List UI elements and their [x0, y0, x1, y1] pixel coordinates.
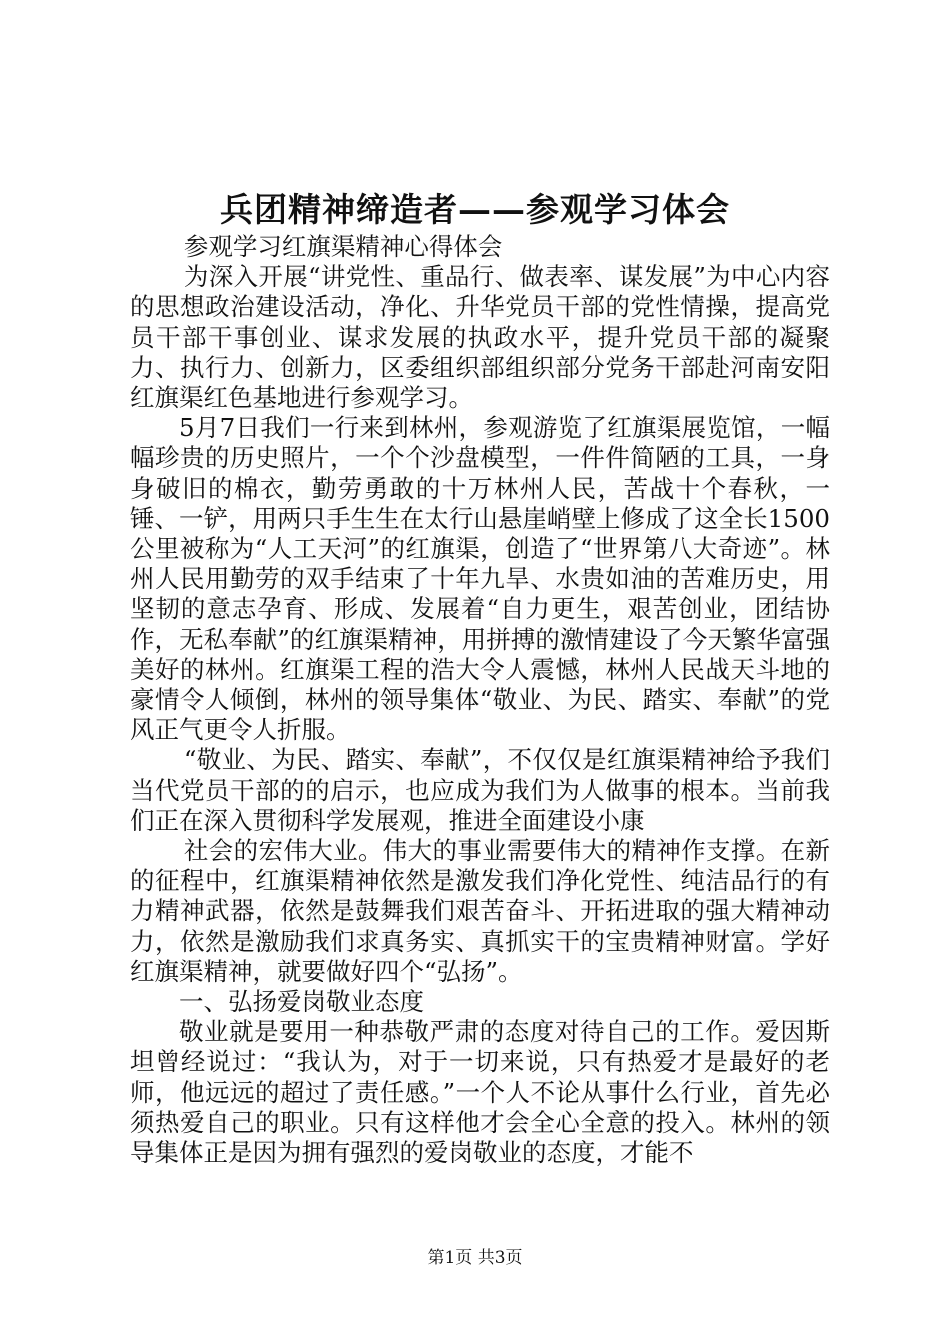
paragraph-visit: 5月7日我们一行来到林州，参观游览了红旗渠展览馆，一幅幅珍贵的历史照片，一个个沙盘模型，一件件简陋的工具，一身身破旧的棉衣，勤劳勇敢的十万林州人民，苦战十个春秋，一锤、一铲，用两只手生生在太行山悬崖峭壁上修成了这全长1500公里被称为“人工天河”的红旗渠，创造了“世界第八大奇迹”。林州人民用勤劳的双手结束了十年九旱、水贵如油的苦难历史，用坚韧的意志孕育、形成、发展着“自力更生，艰苦创业，团结协作，无私奉献”的红旗渠精神，用拼搏的激情建设了今天繁华富强美好的林州。红旗渠工程的浩大令人震憾，林州人民战天斗地的豪情令人倾倒，林州的领导集体“敬业、为民、踏实、奉献”的党风正气更令人折服。	[130, 413, 830, 745]
document-title: 兵团精神缔造者——参观学习体会	[220, 190, 730, 229]
document-body	[130, 232, 830, 1168]
paragraph-intro: 为深入开展“讲党性、重品行、做表率、谋发展”为中心内容的思想政治建设活动，净化、升华党员干部的党性情操，提高党员干部干事创业、谋求发展的执政水平，提升党员干部的凝聚力、执行力、创新力，区委组织部组织部分党务干部赴河南安阳红旗渠红色基地进行参观学习。	[130, 262, 830, 413]
paragraph-subtitle: 参观学习红旗渠精神心得体会	[183, 232, 503, 261]
paragraph-spirit: “敬业、为民、踏实、奉献”，不仅仅是红旗渠精神给予我们当代党员干部的的启示，也应成为我们为人做事的根本。当前我们正在深入贯彻科学发展观，推进全面建设小康	[130, 745, 830, 835]
paragraph-cause: 社会的宏伟大业。伟大的事业需要伟大的精神作支撑。在新的征程中，红旗渠精神依然是激发我们净化党性、纯洁品行的有力精神武器，依然是鼓舞我们艰苦奋斗、开拓进取的强大精神动力，依然是激励我们求真务实、真抓实干的宝贵精神财富。学好红旗渠精神，就要做好四个“弘扬”。	[130, 836, 830, 986]
section-heading-1: 一、弘扬爱岗敬业态度	[179, 987, 424, 1017]
paragraph-dedication: 敬业就是要用一种恭敬严肃的态度对待自己的工作。爱因斯坦曾经说过：“我认为，对于一切来说，只有热爱才是最好的老师，他远远的超过了责任感。”一个人不论从事什么行业，首先必须热爱自己的职业。只有这样他才会全心全意的投入。林州的领导集体正是因为拥有强烈的爱岗敬业的态度，才能不	[130, 1017, 830, 1168]
page-number-footer: 第1页 共3页	[427, 1248, 523, 1268]
